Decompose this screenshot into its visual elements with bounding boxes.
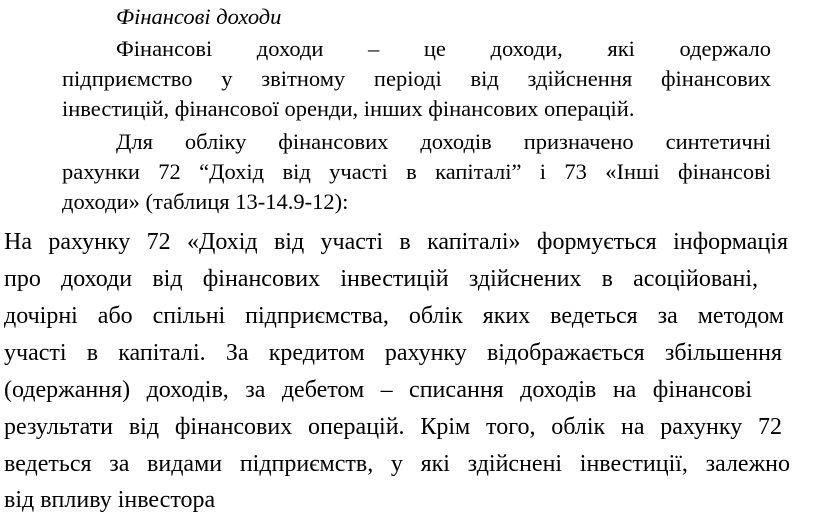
intro-line-4: Для обліку фінансових доходів призначено синтетичні [116, 129, 771, 154]
body-line-2: про доходи від фінансових інвестицій здійснених в асоційовані, [4, 266, 758, 292]
intro-line-2: підприємство у звітному періоді від здійснення фінансових [62, 66, 771, 91]
section-heading: Фінансові доходи [116, 4, 282, 29]
intro-line-3: інвестицій, фінансової оренди, інших фінансових операцій. [62, 96, 635, 121]
intro-line-1: Фінансові доходи – це доходи, які одержало [116, 36, 771, 61]
body-line-4: участі в капіталі. За кредитом рахунку відображається збільшення [4, 340, 782, 366]
body-line-5: (одержання) доходів, за дебетом – списання доходів на фінансові [4, 377, 752, 403]
intro-line-6: доходи» (таблиця 13-14.9-12): [62, 189, 349, 214]
body-line-8: від впливу інвестора [4, 487, 216, 513]
intro-line-5: рахунки 72 “Дохід від участі в капіталі” і 73 «Інші фінансові [62, 159, 771, 184]
body-line-3: дочірні або спільні підприємства, облік яких ведеться за методом [4, 303, 784, 329]
body-line-1: На рахунку 72 «Дохід від участі в капіталі» формується інформація [4, 229, 788, 255]
body-line-6: результати від фінансових операцій. Крім того, облік на рахунку 72 [4, 414, 782, 440]
body-line-7: ведеться за видами підприємств, у які здійснені інвестиції, залежно [4, 451, 790, 477]
